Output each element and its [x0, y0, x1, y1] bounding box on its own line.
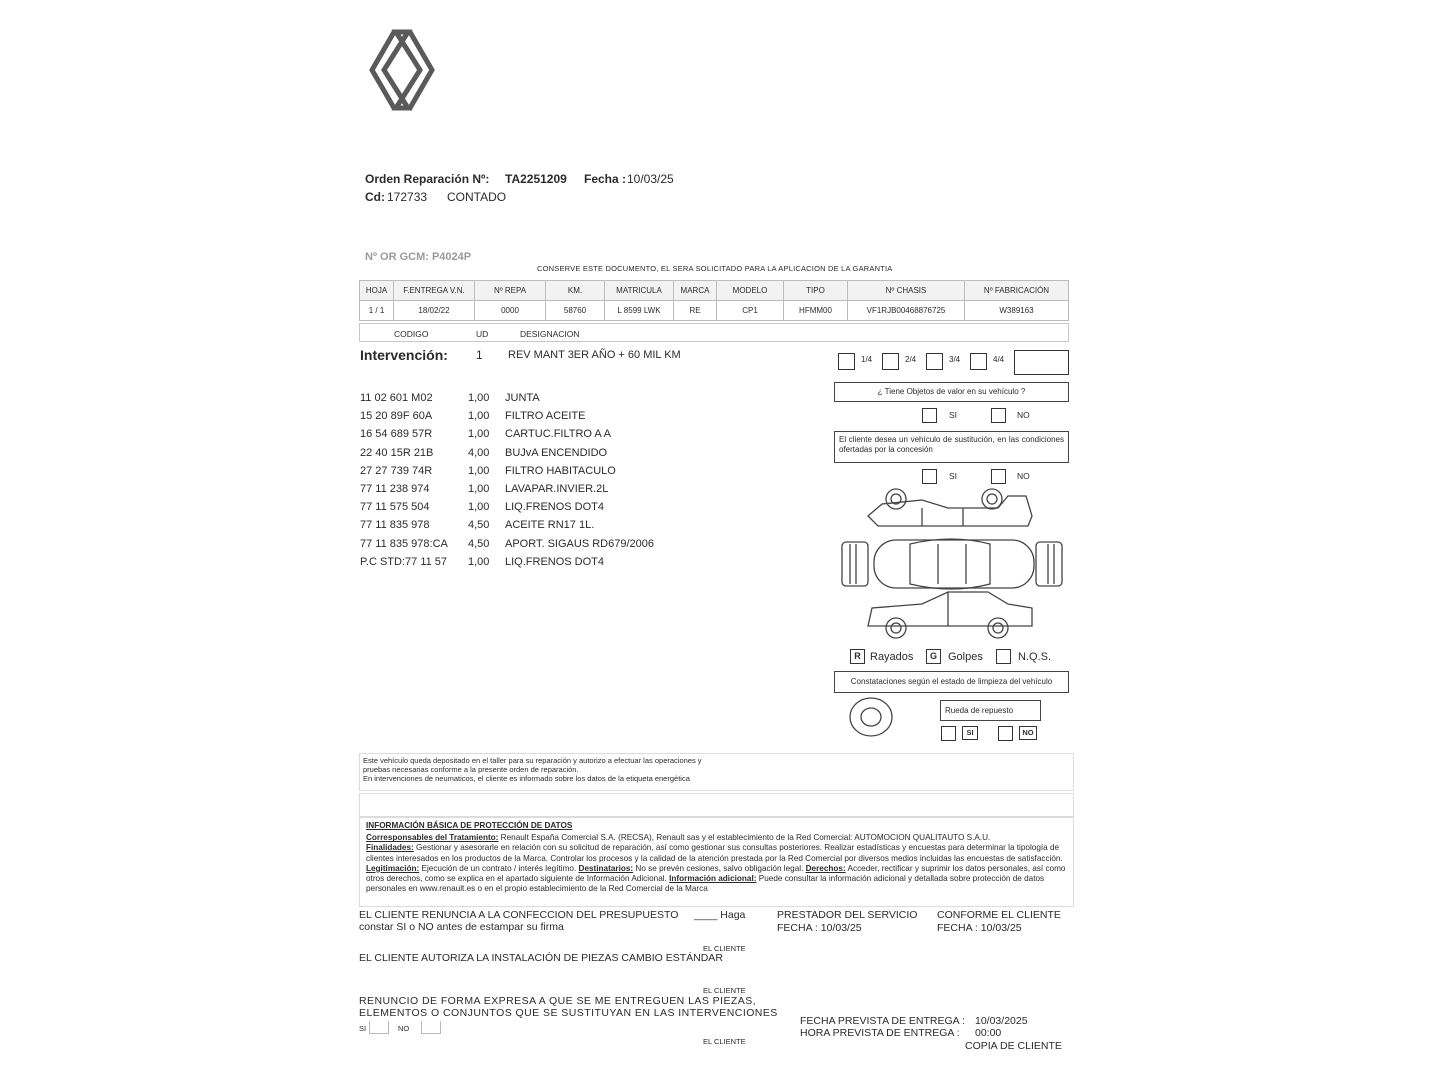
part-desc: LAVAPAR.INVIER.2L	[505, 482, 609, 495]
part-code: 22 40 15R 21B	[360, 446, 434, 459]
fuel-empty-box	[1014, 350, 1069, 375]
part-desc: LIQ.FRENOS DOT4	[505, 555, 605, 568]
car-damage-diagram-icon[interactable]	[838, 486, 1066, 642]
no-label: NO	[1019, 726, 1037, 740]
no-box[interactable]	[421, 1021, 441, 1034]
legend-r-box: R	[850, 649, 865, 664]
vehicle-table	[359, 280, 1069, 321]
part-qty: 4,00	[468, 446, 490, 459]
vehicle-header-row	[360, 281, 1069, 301]
no-label: NO	[1017, 471, 1030, 481]
conforme-fecha: FECHA : 10/03/25	[937, 922, 1022, 934]
vehicle-value: W389163	[965, 301, 1069, 321]
vehicle-value: 18/02/22	[394, 301, 475, 321]
valuables-yes-checkbox[interactable]	[922, 408, 937, 423]
fuel-label: 1/4	[861, 355, 873, 364]
blank-box	[359, 793, 1074, 817]
prestador-label: PRESTADOR DEL SERVICIO	[777, 909, 918, 921]
legend-rayados: Rayados	[870, 651, 914, 663]
client-signature-label: EL CLIENTE	[703, 986, 746, 995]
privacy-text: Acceder, rectificar y suprimir los datos personales, así como otros derechos, como se explica en el apartado siguiente de Información Adicional.	[366, 863, 1066, 884]
privacy-text: No se prevén cesiones, salvo obligación legal.	[633, 863, 804, 873]
vehicle-header: Nº REPA	[475, 281, 546, 301]
spare-wheel-label: Rueda de repuesto	[940, 700, 1041, 721]
part-desc: JUNTA	[505, 392, 540, 404]
vehicle-value: HFMM00	[784, 301, 848, 321]
ud-column-label: UD	[476, 329, 489, 339]
vehicle-header: F.ENTREGA V.N.	[394, 281, 475, 301]
part-qty: 1,00	[468, 428, 490, 441]
code-column-label: CODIGO	[394, 329, 429, 339]
part-qty: 1,00	[468, 555, 490, 568]
part-qty: 1,00	[468, 392, 490, 404]
part-desc: APORT. SIGAUS RD679/2006	[505, 537, 654, 550]
parts-column-header	[359, 323, 1069, 342]
part-qty: 1,00	[468, 464, 490, 477]
legend-nqs: N.Q.S.	[1018, 651, 1052, 663]
part-code: P.C STD:77 11 57	[360, 555, 448, 568]
renuncio-line1: RENUNCIO DE FORMA EXPRESA A QUE SE ME ENTREGUEN LAS PIEZAS,	[359, 995, 757, 1007]
renuncio-line2: ELEMENTOS O CONJUNTOS QUE SE SUSTITUYAN EN LAS INTERVENCIONES	[359, 1007, 778, 1019]
valuables-no-checkbox[interactable]	[991, 408, 1006, 423]
valuables-question: ¿ Tiene Objetos de valor en su vehículo ?	[834, 382, 1069, 402]
autoriza-text: EL CLIENTE AUTORIZA LA INSTALACIÓN DE PIEZAS CAMBIO ESTÁNDAR	[359, 952, 723, 964]
part-desc: LIQ.FRENOS DOT4	[505, 501, 605, 514]
renuncia-presupuesto-line1: EL CLIENTE RENUNCIA A LA CONFECCION DEL PRESUPUESTO	[359, 909, 679, 921]
fuel-label: 3/4	[949, 355, 961, 364]
notice-line: pruebas necesarias conforme a la presente orden de reparación.	[363, 765, 579, 774]
si-box[interactable]	[369, 1021, 389, 1034]
si-label: SI	[359, 1024, 367, 1033]
legend-golpes: Golpes	[948, 651, 983, 663]
client-signature-label: EL CLIENTE	[703, 944, 746, 953]
data-protection-box	[359, 817, 1074, 907]
client-signature-label: EL CLIENTE	[703, 1037, 746, 1046]
yes-label: SI	[949, 471, 958, 481]
part-code: 77 11 835 978	[360, 519, 430, 532]
fuel-checkbox-4[interactable]	[970, 353, 987, 370]
designation-column-label: DESIGNACION	[520, 329, 580, 339]
fuel-checkbox-3[interactable]	[926, 353, 943, 370]
haga-text: ____ Haga	[694, 909, 746, 921]
legend-g-box: G	[926, 649, 941, 664]
part-qty: 1,00	[468, 410, 490, 423]
part-desc: ACEITE RN17 1L.	[505, 519, 595, 532]
date-value: 10/03/25	[627, 172, 674, 186]
substitute-yes-checkbox[interactable]	[922, 469, 937, 484]
vehicle-value: 58760	[546, 301, 605, 321]
part-desc: FILTRO HABITACULO	[505, 464, 616, 477]
yes-label: SI	[962, 726, 978, 740]
part-code: 27 27 739 74R	[360, 464, 433, 477]
part-code: 77 11 835 978:CA	[360, 537, 448, 550]
vehicle-value: RE	[674, 301, 717, 321]
part-code: 15 20 89F 60A	[360, 410, 433, 423]
substitute-vehicle-question: El cliente desea un vehículo de sustitución, en las condiciones ofertadas por la concesión	[834, 431, 1069, 463]
part-qty: 4,50	[468, 537, 490, 550]
spare-wheel-yes-checkbox[interactable]	[941, 726, 956, 741]
nqs-checkbox[interactable]	[996, 649, 1011, 664]
vehicle-header: MARCA	[674, 281, 717, 301]
vehicle-value-row	[360, 301, 1069, 321]
fecha-prevista-value: 10/03/2025	[975, 1015, 1028, 1027]
order-label: Orden Reparación Nº:	[365, 172, 490, 186]
fuel-label: 2/4	[905, 355, 917, 364]
vehicle-header: MODELO	[717, 281, 784, 301]
cd-value: 172733	[387, 190, 428, 204]
privacy-text: Ejecución de un contrato / interés legítimo.	[419, 863, 577, 873]
hora-prevista-value: 00:00	[975, 1027, 1002, 1039]
intervention-number: 1	[476, 348, 483, 362]
cleanliness-note: Constataciones según el estado de limpieza del vehículo	[834, 671, 1069, 693]
vehicle-value: VF1RJB00468876725	[848, 301, 965, 321]
part-qty: 1,00	[468, 482, 490, 495]
spare-wheel-icon	[848, 696, 894, 738]
hora-prevista-label: HORA PREVISTA DE ENTREGA :	[800, 1027, 960, 1039]
part-code: 11 02 601 M02	[360, 392, 433, 404]
cd-label: Cd:	[365, 190, 385, 204]
part-desc: CARTUC.FILTRO A A	[505, 428, 611, 441]
privacy-label: Finalidades:	[366, 843, 414, 853]
vehicle-header: Nº FABRICACIÓN	[965, 281, 1069, 301]
privacy-label: Derechos:	[805, 863, 846, 873]
vehicle-header: KM.	[546, 281, 605, 301]
intervention-description: REV MANT 3ER AÑO + 60 MIL KM	[508, 349, 681, 361]
keep-document-notice: CONSERVE ESTE DOCUMENTO, EL SERA SOLICITADO PARA LA APLICACION DE LA GARANTIA	[537, 264, 893, 273]
part-desc: BUJvA ENCENDIDO	[505, 446, 608, 459]
prestador-fecha: FECHA : 10/03/25	[777, 922, 862, 934]
renuncia-presupuesto-line2: constar SI o NO antes de estampar su firma	[359, 921, 564, 933]
part-desc: FILTRO ACEITE	[505, 410, 586, 423]
part-code: 77 11 238 974	[360, 482, 430, 495]
substitute-no-checkbox[interactable]	[991, 469, 1006, 484]
vehicle-value: 1 / 1	[360, 301, 394, 321]
privacy-label: Legitimación:	[366, 863, 420, 873]
fuel-checkbox-2[interactable]	[882, 353, 899, 370]
part-code: 77 11 575 504	[360, 501, 430, 514]
privacy-label: Destinatarios:	[578, 863, 634, 873]
privacy-label: Corresponsables del Tratamiento:	[366, 833, 499, 843]
spare-wheel-no-checkbox[interactable]	[998, 726, 1013, 741]
notice-line: Este vehículo queda depositado en el taller para su reparación y autorizo a efectuar las operaciones y	[363, 756, 702, 765]
copy-type: COPIA DE CLIENTE	[965, 1040, 1062, 1052]
privacy-label: Información adicional:	[669, 874, 757, 884]
gcm-number: Nº OR GCM: P4024P	[365, 251, 472, 263]
fuel-level-selector	[834, 350, 1070, 376]
privacy-text: Gestionar y asesorarle en relación con su solicitud de reparación, así como gestionar sus consultas posteriores. Realizar estadísticas y encuestas para determinar la tipología de clientes interesados en los productos de la Marca. Controlar los procesos y la calidad de la atención prestada por la Red Comercial por diversos medios incluidas las encuestas de satisfacción.	[366, 843, 1063, 863]
fuel-label: 4/4	[993, 355, 1005, 364]
yes-label: SI	[949, 410, 958, 420]
part-qty: 4,50	[468, 519, 490, 532]
vehicle-value: 0000	[475, 301, 546, 321]
renault-logo	[368, 28, 436, 112]
order-number: TA2251209	[505, 172, 567, 186]
vehicle-header: Nº CHASIS	[848, 281, 965, 301]
vehicle-value: L 8599 LWK	[605, 301, 674, 321]
part-qty: 1,00	[468, 501, 490, 514]
vehicle-header: TIPO	[784, 281, 848, 301]
intervention-label: Intervención:	[360, 347, 448, 363]
fecha-prevista-label: FECHA PREVISTA DE ENTREGA :	[800, 1015, 965, 1027]
deposit-notice	[359, 753, 1074, 791]
privacy-text: Puede consultar la información adicional y detallada sobre protección de datos personales en www.renault.es o en el propio establecimiento de la Red Comercial de la Marca	[366, 874, 1045, 894]
vehicle-header: HOJA	[360, 281, 394, 301]
conforme-label: CONFORME EL CLIENTE	[937, 909, 1061, 921]
privacy-title: INFORMACIÓN BÁSICA DE PROTECCIÓN DE DATOS	[366, 821, 573, 830]
date-label: Fecha :	[584, 172, 627, 186]
notice-line: En intervenciones de neumaticos, el cliente es informado sobre los datos de la etiqueta energética	[363, 774, 690, 783]
payment-type: CONTADO	[447, 190, 507, 204]
vehicle-header: MATRICULA	[605, 281, 674, 301]
vehicle-value: CP1	[717, 301, 784, 321]
no-label: NO	[398, 1024, 410, 1033]
fuel-checkbox-1[interactable]	[838, 353, 855, 370]
no-label: NO	[1017, 410, 1030, 420]
privacy-text: Renault España Comercial S.A. (RECSA), Renault sas y el establecimiento de la Red Comercial: AUTOMOCION QUALITAUTO S.A.U.	[498, 833, 991, 843]
part-code: 16 54 689 57R	[360, 428, 433, 441]
